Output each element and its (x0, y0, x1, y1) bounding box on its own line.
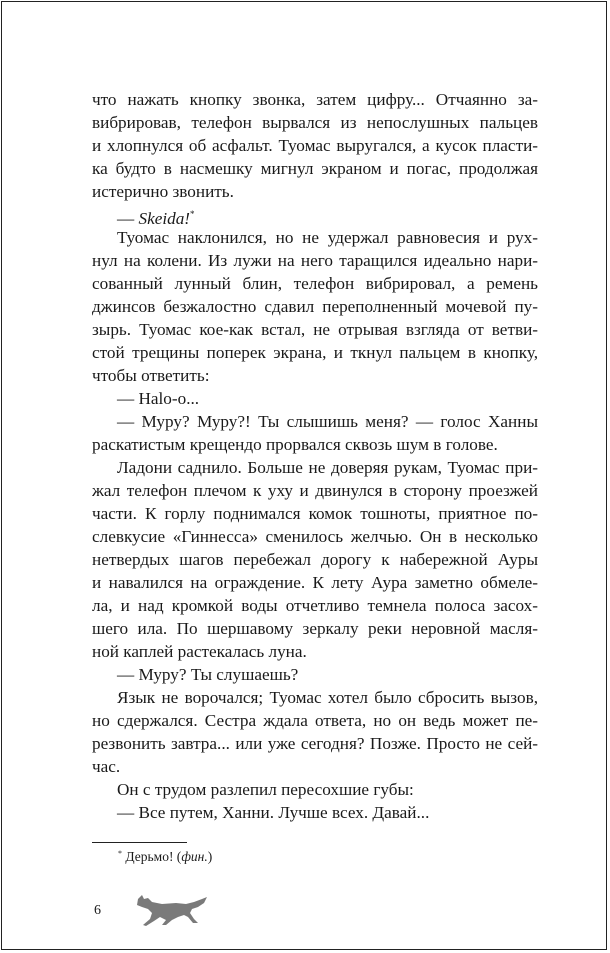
text-span: Skeida! (138, 209, 191, 228)
text-line: но сдержался. Сестра ждала ответа, но он ведь может пе- (92, 711, 538, 730)
footnote-divider (92, 842, 187, 843)
text-line: зырь. Туомас кое-как встал, не отрывая взгляда от ветви- (92, 320, 538, 339)
footnote-italic: фин. (181, 849, 208, 864)
body-text (92, 88, 538, 824)
page-number: 6 (94, 903, 101, 918)
footnote-text: Дерьмо! ( (125, 849, 182, 864)
text-span: — (117, 209, 139, 228)
text-line: ка будто в насмешку мигнул экраном и погас, продолжая (92, 159, 538, 178)
text-line: — Halo-o... (117, 389, 200, 408)
text-line: час. (92, 757, 121, 776)
text-line: ла, и над кромкой воды отчетливо темнела полоса засох- (92, 596, 538, 615)
text-line: Он с трудом разлепил пересохшие губы: (117, 780, 414, 799)
text-line: нул на колени. Из лужи на него таращился идеально нари- (92, 251, 538, 270)
text-line: раскатистым крещендо прорвался сквозь шум в голове. (92, 435, 498, 454)
text-line: что нажать кнопку звонка, затем цифру... Отчаянно за- (92, 90, 538, 109)
footnote-close: ) (207, 849, 213, 864)
text-line: и хлопнулся об асфальт. Туомас выругался, а кусок пласти- (92, 136, 538, 155)
text-line: Ладони саднило. Больше не доверяя рукам, Туомас при- (117, 458, 538, 477)
text-line: — Муру? Муру?! Ты слышишь меня? — голос Ханны (117, 412, 538, 431)
text-line: ной каплей растекалась луна. (92, 642, 307, 661)
text-line: Язык не ворочался; Туомас хотел было сбросить вызов, (117, 688, 538, 707)
text-line: — Муру? Ты слушаешь? (117, 665, 299, 684)
text-line: слевкусие «Гиннесса» сменилось желчью. Он в несколько (92, 527, 538, 546)
text-line: стой трещины поперек экрана, и ткнул пальцем в кнопку, (92, 343, 538, 362)
text-line: вибрировав, телефон вырвался из непослушных пальцев (92, 113, 538, 132)
wolf-icon (136, 893, 208, 927)
text-line: части. К горлу поднимался комок тошноты, приятное по- (92, 504, 538, 523)
text-line: Туомас наклонился, но не удержал равновесия и рух- (117, 228, 538, 247)
text-line: резвонить завтра... или уже сегодня? Позже. Просто не сей- (92, 734, 538, 753)
text-line: чтобы ответить: (92, 366, 210, 385)
text-line: нетвердых шагов перебежал дорогу к набережной Ауры (92, 550, 538, 569)
footnote-mark: * (118, 849, 122, 858)
text-line: шего ила. По шершавому зеркалу реки неровной масля- (92, 619, 538, 638)
text-line: жал телефон плечом к уху и двинулся в сторону проезжей (92, 481, 538, 500)
text-line: сованный лунный блин, телефон вибрировал, а ремень (92, 274, 538, 293)
text-line: — Все путем, Ханни. Лучше всех. Давай... (117, 803, 430, 822)
footnote (118, 849, 212, 865)
text-line: и навалился на ограждение. К лету Аура заметно обмеле- (92, 573, 538, 592)
text-line: джинсов безжалостно сдавил переполненный мочевой пу- (92, 297, 538, 316)
text-line (92, 203, 538, 226)
text-line: истерично звонить. (92, 182, 234, 201)
footnote-ref: * (190, 209, 195, 219)
